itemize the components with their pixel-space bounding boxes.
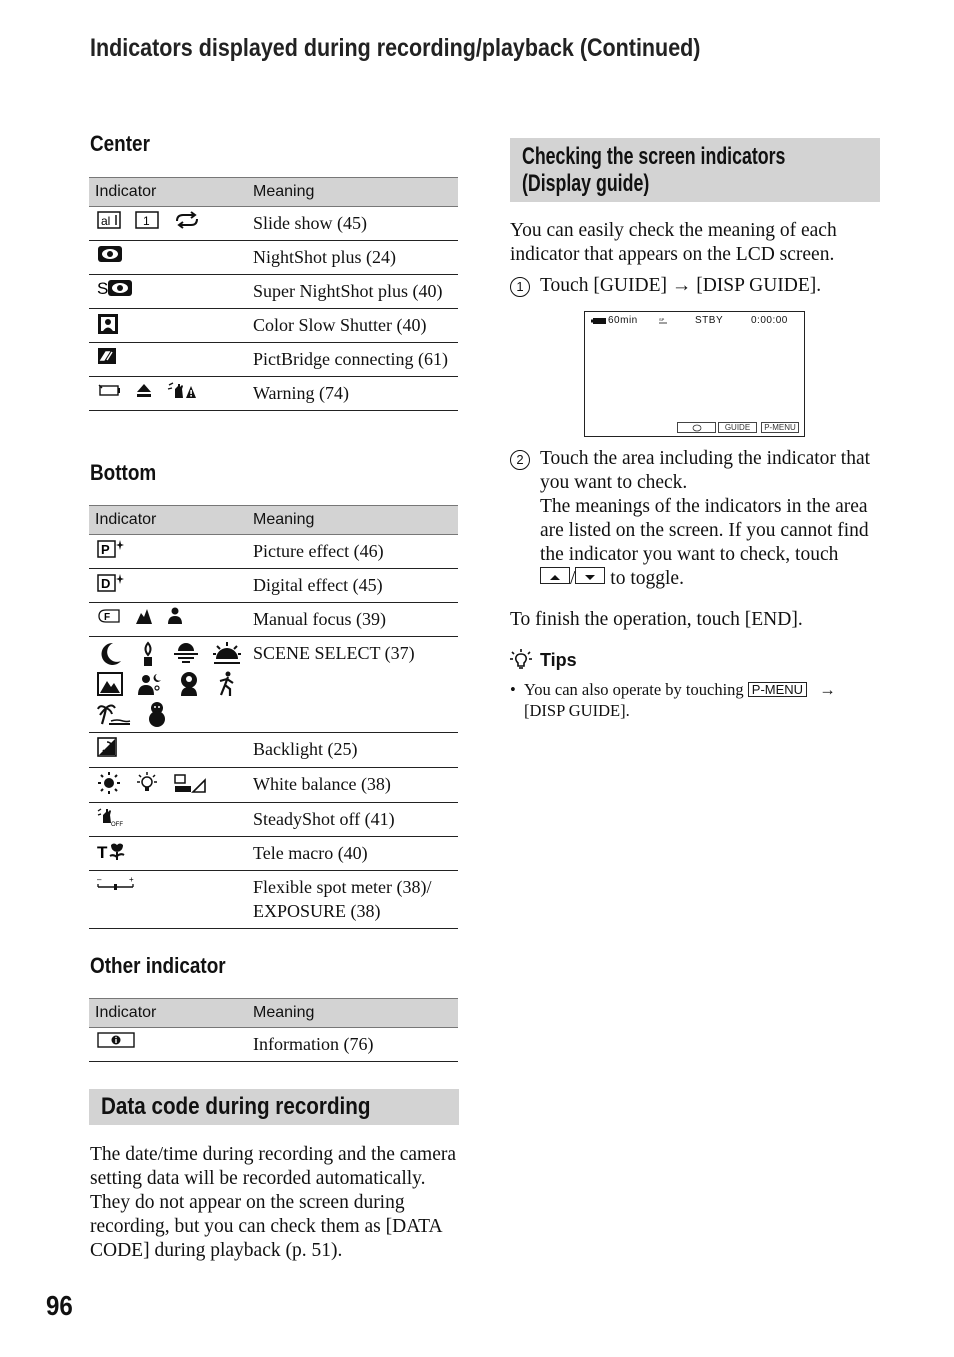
spot-meter-icon [97,875,135,891]
digital-effect-icon [97,573,125,593]
sp-mode-icon [659,317,667,326]
svg-text:+: + [129,875,134,884]
table-row [89,1028,458,1062]
super-nightshot-icon [97,279,133,297]
table-row [89,207,458,241]
center-table [89,177,458,411]
snow-icon [145,701,169,727]
other-table [89,998,458,1062]
meaning-cell: Super NightShot plus (40) [247,275,458,309]
table-row [89,309,458,343]
display-guide-heading-bar [510,138,880,202]
mountain-icon [135,607,153,625]
step2-text-1: Touch the area including the indicator that you want to check. [540,448,871,493]
shake-warning-icon [167,381,197,399]
col-indicator: Indicator [89,506,247,535]
lcd-pmenu-button[interactable]: P-MENU [761,422,799,433]
step-number: 1 [510,277,530,297]
table-row [89,343,458,377]
svg-text:F: F [104,612,111,623]
table-row [89,803,458,837]
tele-macro-icon [97,841,127,861]
slide-show-icon [97,211,121,229]
sports-icon [215,671,237,697]
battery-time: 60min [608,315,638,326]
mode-status: STBY [695,315,724,326]
meaning-cell: Color Slow Shutter (40) [247,309,458,343]
svg-text:T: T [97,843,108,861]
table-row [89,837,458,871]
eject-warning-icon [135,382,153,398]
tips-title: Tips [540,650,577,670]
person-icon [167,607,183,625]
landscape-icon [97,672,123,696]
center-heading: Center [90,131,150,156]
other-heading: Other indicator [90,953,226,978]
manual-focus-icon [97,608,121,624]
step2-text-2b: to toggle. [610,568,684,589]
lightbulb-icon [510,649,532,671]
meaning-cell: SCENE SELECT (37) [247,637,458,733]
meaning-cell: Tele macro (40) [247,837,458,871]
arrow-icon: → [819,680,836,699]
tip-text-b: [DISP GUIDE]. [524,701,630,720]
step-2 [510,447,872,591]
col-indicator: Indicator [89,178,247,207]
heading-line-1: Checking the screen indicators [522,143,786,170]
twilight-icon [97,641,123,667]
repeat-icon [173,211,201,229]
slash: / [570,568,576,589]
indoor-wb-icon [135,772,159,794]
heading-line-2: (Display guide) [522,170,650,197]
meaning-cell: Picture effect (46) [247,535,458,569]
table-row [89,637,458,733]
info-icon [691,424,703,432]
information-icon [97,1032,135,1048]
outdoor-wb-icon [97,772,121,794]
table-row [89,603,458,637]
meaning-cell: Warning (74) [247,377,458,411]
lcd-screen-illustration [584,311,805,437]
tip-item [510,679,880,721]
meaning-cell: White balance (38) [247,768,458,803]
data-code-heading: Data code during recording [101,1093,371,1120]
step1-text-a: Touch [GUIDE] [540,275,667,296]
lcd-guide-button[interactable]: GUIDE [718,422,757,433]
triangle-up-icon [541,570,569,585]
meaning-cell: Digital effect (45) [247,569,458,603]
table-row [89,535,458,569]
battery-warning-icon [97,382,121,398]
col-meaning: Meaning [247,506,458,535]
col-indicator: Indicator [89,999,247,1028]
meaning-cell: PictBridge connecting (61) [247,343,458,377]
svg-text:S: S [97,279,109,297]
triangle-down-icon [576,570,604,585]
svg-text:–: – [97,875,102,884]
col-meaning: Meaning [247,178,458,207]
single-frame-icon [135,211,159,229]
data-code-body: The date/time during recording and the camera setting data will be recorded automatically. They do not appear on the screen during recording, but you can check them as [DATA CODE] during playback (p. 51). [90,1144,457,1261]
lcd-info-button[interactable] [677,422,716,433]
table-row [89,733,458,768]
finish-text: To finish the operation, touch [END]. [510,609,803,630]
color-slow-shutter-icon [97,313,119,335]
table-row [89,377,458,411]
col-meaning: Meaning [247,999,458,1028]
pmenu-button[interactable]: P-MENU [748,682,807,697]
tip-text-a: You can also operate by touching [524,680,744,699]
table-header [89,178,458,207]
spotlight-icon [177,671,201,697]
display-guide-heading [522,143,828,197]
picture-effect-icon [97,539,125,559]
battery-icon [591,317,607,325]
onepush-wb-icon [173,772,207,794]
meaning-cell: Information (76) [247,1028,458,1062]
fireworks-icon [213,641,241,667]
meaning-cell: Flexible spot meter (38)/ EXPOSURE (38) [247,871,458,929]
scroll-up-button[interactable] [540,567,570,584]
meaning-cell: Slide show (45) [247,207,458,241]
pictbridge-icon [97,347,117,365]
twilight-portrait-icon [137,672,163,696]
bottom-heading: Bottom [90,460,157,485]
table-header [89,999,458,1028]
svg-text:OFF: OFF [111,822,123,827]
svg-text:P: P [101,542,110,557]
svg-text:1: 1 [143,214,150,228]
meaning-cell: NightShot plus (24) [247,241,458,275]
scroll-down-button[interactable] [575,567,605,584]
table-row [89,871,458,929]
table-row [89,569,458,603]
bullet: • [510,680,516,699]
table-row [89,275,458,309]
page-number: 96 [46,1290,73,1321]
step2-text-2a: The meanings of the indicators in the area are listed on the screen. If you cannot find the indicator you want to check, touch [540,496,869,565]
svg-text:D: D [101,576,111,591]
display-guide-intro: You can easily check the meaning of each indicator that appears on the LCD screen. [510,220,837,265]
svg-text:SP: SP [659,317,665,322]
arrow-icon: → [671,275,692,296]
table-row [89,768,458,803]
step-1 [510,274,880,298]
time-counter: 0:00:00 [751,315,788,326]
table-row [89,241,458,275]
svg-text:al: al [101,214,111,228]
step-number: 2 [510,450,530,470]
nightshot-icon [97,245,123,263]
step1-text-b: [DISP GUIDE]. [696,275,822,296]
data-code-heading-bar [89,1089,459,1125]
candle-icon [137,641,159,667]
bottom-table [89,505,458,929]
meaning-cell: Backlight (25) [247,733,458,768]
meaning-cell: SteadyShot off (41) [247,803,458,837]
page-title: Indicators displayed during recording/playback (Continued) [90,34,701,62]
beach-icon [97,702,131,726]
sunrise-icon [173,641,199,667]
backlight-icon [97,737,117,757]
table-header [89,506,458,535]
meaning-cell: Manual focus (39) [247,603,458,637]
steadyshot-off-icon [97,807,123,827]
